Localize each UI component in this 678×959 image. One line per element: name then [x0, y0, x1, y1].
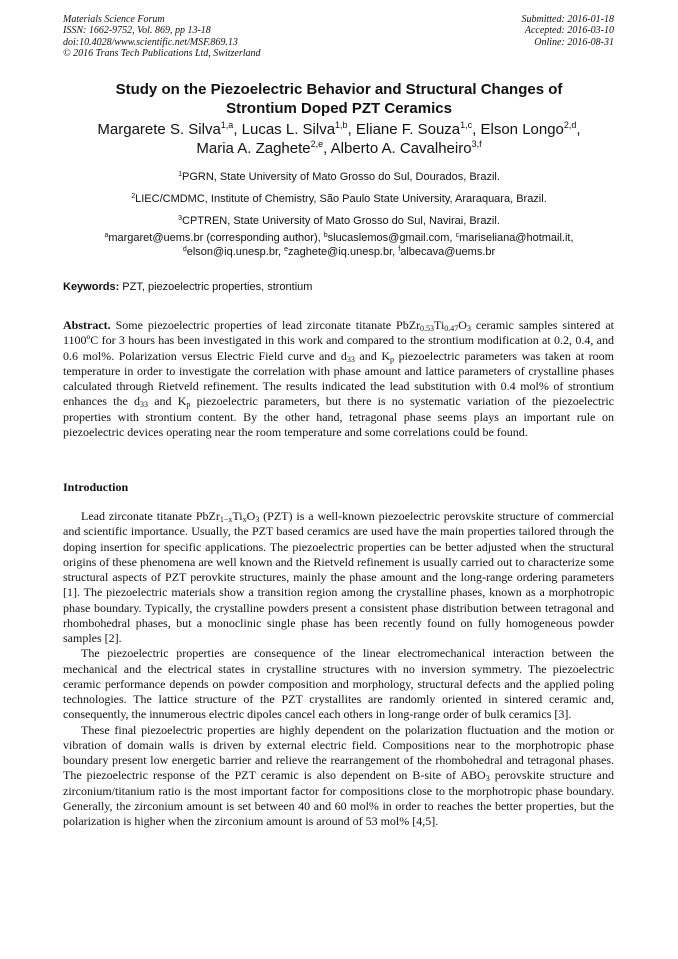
email-d: elson@iq.unesp.br,: [186, 246, 285, 258]
email-b: slucaslemos@gmail.com,: [327, 232, 456, 244]
copyright-line: © 2016 Trans Tech Publications Ltd, Switzerland: [63, 47, 261, 59]
affiliation-item: $^2$LIEC/CMDMC, Institute of Chemistry, São Paulo State University, Araraquara, Brazil.: [131, 193, 547, 205]
paragraph: The piezoelectric properties are consequence of the linear electromechanical interaction between the mechanical and the electrical states in crystalline structures with no inversion symmetry. The piezoelectric ceramic performance depends on powder composition and morphology, structural defects and the applied poling technologies. The lattice structure of the PZT crystallites are randomly oriented in sintered ceramic and, consequently, the innumerous electric dipoles cancel each others in long-range order of bulk ceramics [3].: [63, 646, 614, 722]
journal-name: Materials Science Forum: [63, 14, 165, 25]
section-heading-introduction: Introduction: [63, 480, 129, 494]
keywords-label: Keywords:: [63, 281, 120, 293]
email-e: zaghete@iq.unesp.br,: [288, 246, 399, 258]
email-f: albecava@uems.br: [400, 246, 496, 258]
author-affil-sup: 2,d: [563, 120, 577, 130]
author-name: Lucas L. Silva: [241, 121, 336, 138]
author-name: Margarete S. Silva: [97, 121, 221, 138]
online-date: Online: 2016-08-31: [534, 36, 614, 48]
affiliation-item: $^3$CPTREN, State University of Mato Grosso do Sul, Navirai, Brazil.: [178, 215, 500, 227]
affiliations: [50, 166, 628, 232]
doi-line: doi:10.4028/www.scientific.net/MSF.869.13: [63, 36, 238, 48]
keywords-text: PZT, piezoelectric properties, strontium: [119, 281, 313, 293]
author-list: Margarete S. Silva$^{1,a}$, Lucas L. Silva$^{1,b}$, Eliane F. Souza$^{1,c}$, Elson Longo$^{2,d}$, Maria A. Zaghete$^{2,e}$, Alberto A. Cavalheiro$^{3,f}$: [97, 120, 581, 157]
title-line-1: Study on the Piezoelectric Behavior and Structural Changes of: [115, 81, 563, 98]
keywords: [63, 281, 312, 293]
paragraph: Lead zirconate titanate $PbZr_{1-x}Ti_xO_3$ (PZT) is a well-known piezoelectric perovskite structure of commercial and scientific importance. Usually, the PZT based ceramics are used have the main properties tailored through the doping insertion for specific applications. The piezoelectric properties can be better adjusted when the structural origins of these phenomena are well known and the Rietveld refinement is usually carried out to characterize some structural aspects of PZT perovkite structures, mainly the phase amount and the long-range ordering parameters [1]. The piezoelectric materials show a transition region among the crystalline phases, known as a morphotropic phase boundary. Typically, the crystalline powders present a consistent phase distribution between tetragonal and rhombohedral phases, but a monoclinic single phase has been recently found on fully homogeneous powder samples [2].: [63, 509, 614, 645]
accepted-date: Accepted: 2016-03-10: [524, 25, 614, 37]
affiliation-item: $^1$PGRN, State University of Mato Grosso do Sul, Dourados, Brazil.: [178, 171, 500, 183]
title-line-2: Strontium Doped PZT Ceramics: [226, 100, 452, 117]
author-name: Alberto A. Cavalheiro: [330, 140, 472, 157]
email-c: mariseliana@hotmail.it,: [459, 232, 574, 244]
paragraph: These final piezoelectric properties are highly dependent on the polarization fluctuation and the motion or vibration of domain walls is driven by external electric field. Compositions near to the morphotropic phase boundary present low energetic barrier and relieve the rearrangement of the rhombohedral and tetragonal phases. The piezoelectric response of the PZT ceramic is also dependent on B-site of $ABO_3$ perovskite structure and zirconium/titanium ratio is the most important factor for compositions close to the morphotropic phase boundary. Generally, the zirconium amount is set between 40 and 60 mol% in order to reaches the better properties, but the polarization is higher when the zirconium amount is around of 53 mol% [4,5].: [63, 722, 615, 828]
journal-header-right: [522, 14, 615, 48]
submitted-date: Submitted: 2016-01-18: [521, 14, 614, 25]
author-affil-sup: 2,e: [310, 139, 324, 149]
abstract: Abstract. Some piezoelectric properties of lead zirconate titanate $PbZr_{0.53}Ti_{0.47}O_3$ ceramic samples sintered at 1100ºC for 3 hours has been investigated in this work and compared to the strontium modification at 0.2, 0.4, and 0.6 mol%. Polarization versus Electric Field curve and $d_{33}$ and $K_p$ piezoelectric parameters was taken at room temperature in order to investigate the correlation with phase amount and lattice parameters of crystalline phases calculated through Rietveld refinement. The results indicated the lead substitution with 0.4 mol% of strontium enhances the $d_{33}$ and $K_p$ piezoelectric parameters, but there is no systematic variation of the piezoelectric properties with strontium content. By the other hand, tetragonal phase seems plays an important rule on piezoelectric devices operating near the room temperature and some correlations could be found.: [63, 318, 615, 440]
author-name: Eliane F. Souza: [355, 121, 461, 138]
issn-line: ISSN: 1662-9752, Vol. 869, pp 13-18: [63, 25, 211, 37]
author-affil-sup: 3,f: [471, 139, 482, 149]
author-name: Maria A. Zaghete: [196, 140, 311, 157]
author-emails: $^a$margaret@uems.br (corresponding author), $^b$slucaslemos@gmail.com, $^c$mariseliana@hotmail.it, $^d$elson@iq.unesp.br, $^e$zaghete@iq.unesp.br, $^f$albecava@uems.br: [104, 232, 574, 258]
journal-header-left: [63, 14, 261, 59]
author-name: Elson Longo: [480, 121, 564, 138]
author-affil-sup: 1,c: [460, 120, 473, 130]
email-a: margaret@uems.br (corresponding author),: [108, 232, 324, 244]
paper-title: [60, 80, 618, 118]
introduction-body: [63, 509, 614, 829]
author-affil-sup: 1,b: [335, 120, 348, 130]
author-affil-sup: 1,a: [220, 120, 234, 130]
abstract-label: Abstract.: [63, 318, 111, 332]
